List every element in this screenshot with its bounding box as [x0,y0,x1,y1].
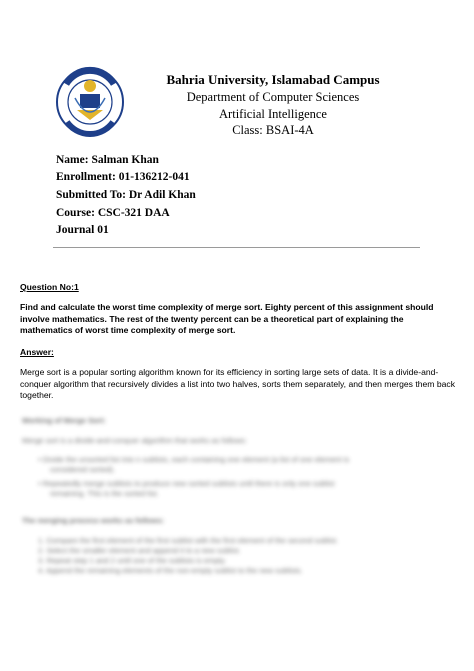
blurred-paragraph: Merge sort is a divide-and-conquer algorithm that works as follows: [22,436,247,445]
blurred-bullet: • Repeatedly merge sublists to produce new sorted sublists until there is only one sublist [38,479,335,488]
answer-text: Merge sort is a popular sorting algorithm known for its efficiency in sorting large sets of data. It is a divide-and-conquer algorithm that recursively divides a list into two halves, sorts them separately, and then merges them back together. [20,367,455,401]
class-name: Class: BSAI-4A [232,123,314,137]
question-label: Question No:1 [20,282,79,292]
blurred-step: 2. Select the smaller element and append it to a new sublist. [38,546,241,555]
blurred-step: 3. Repeat step 1 and 2 until one of the sublists is empty. [38,556,227,565]
blurred-heading: The merging process works as follows: [22,516,165,525]
answer-label: Answer: [20,347,54,357]
blurred-bullet-cont: remaining. This is the sorted list. [50,489,159,498]
course-code: Course: CSC-321 DAA [56,207,170,219]
student-name: Name: Salman Khan [56,154,159,166]
blurred-bullet: • Divide the unsorted list into n sublists, each containing one element (a list of one element is [38,455,350,464]
blurred-step: 4. Append the remaining elements of the non-empty sublist to the new sublists. [38,566,303,575]
journal-number: Journal 01 [56,224,109,236]
subject-name: Artificial Intelligence [219,107,327,121]
header-divider [53,247,420,248]
blurred-heading: Working of Merge Sort: [22,416,106,425]
enrollment-number: Enrollment: 01-136212-041 [56,171,190,183]
university-name: Bahria University, Islamabad Campus [166,72,380,87]
blurred-bullet-cont: considered sorted). [50,465,116,474]
question-text: Find and calculate the worst time complexity of merge sort. Eighty percent of this assignment should involve mathematics. The rest of the twenty percent can be a theoretical part of explaining the mathematics of worst time complexity of merge sort. [20,302,434,336]
blurred-step: 1. Compare the first element of the first sublist with the first element of the second sublist. [38,536,339,545]
submitted-to: Submitted To: Dr Adil Khan [56,189,196,201]
blurred-preview [0,398,474,598]
department-name: Department of Computer Sciences [186,90,360,104]
